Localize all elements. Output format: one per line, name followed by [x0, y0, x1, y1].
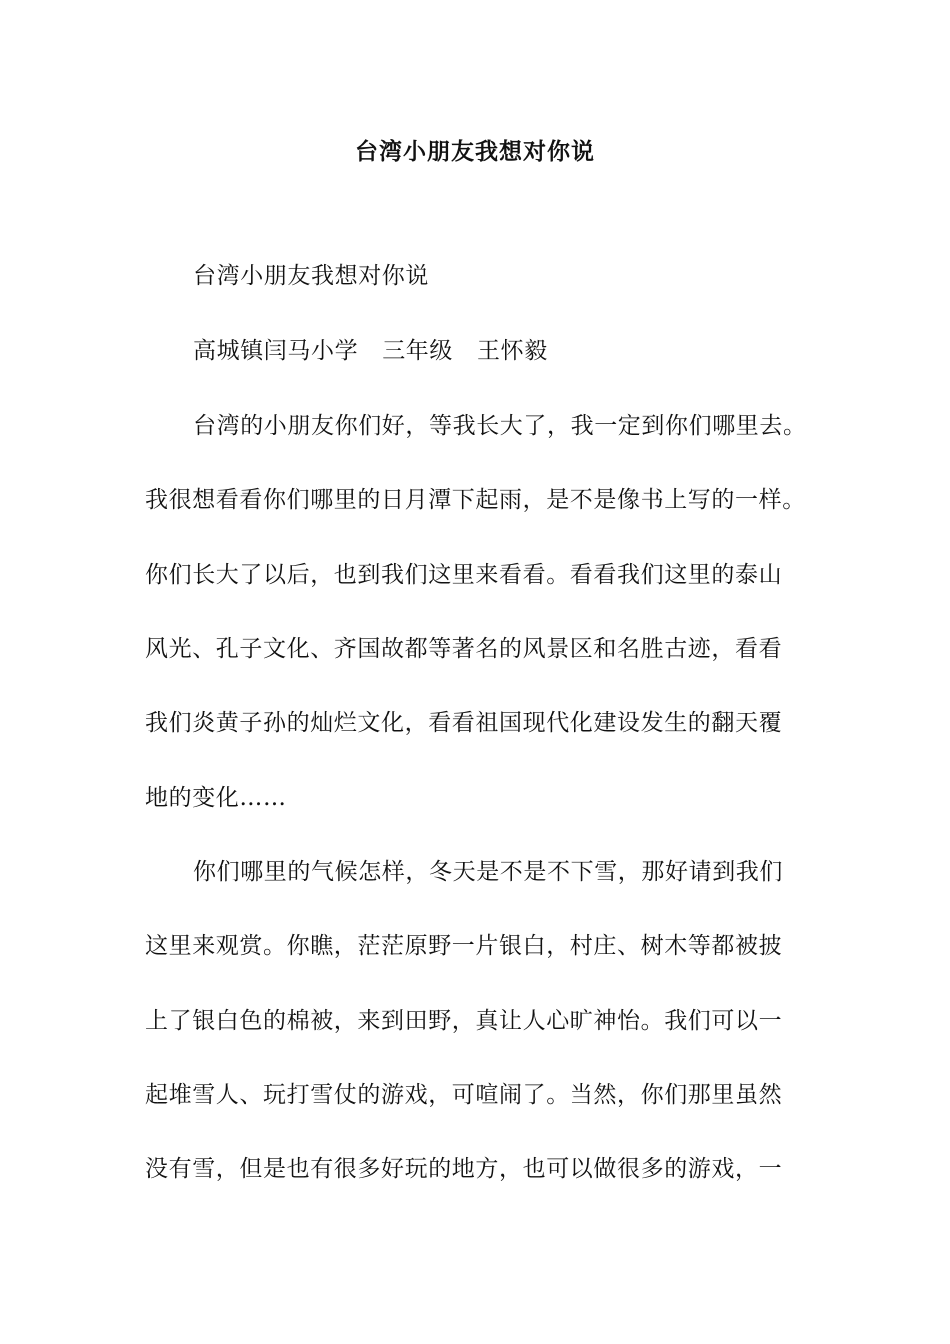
page-title: 台湾小朋友我想对你说 — [355, 138, 595, 165]
body-line: 台湾的小朋友你们好，等我长大了，我一定到你们哪里去。 — [193, 413, 807, 439]
article-subtitle: 台湾小朋友我想对你说 — [193, 263, 429, 289]
body-line: 没有雪，但是也有很多好玩的地方，也可以做很多的游戏，一 — [145, 1156, 783, 1182]
body-line: 你们哪里的气候怎样，冬天是不是不下雪，那好请到我们 — [193, 859, 783, 885]
byline — [193, 335, 873, 367]
body-line: 你们长大了以后，也到我们这里来看看。看看我们这里的泰山 — [145, 562, 783, 588]
body-line: 起堆雪人、玩打雪仗的游戏，可喧闹了。当然，你们那里虽然 — [145, 1082, 783, 1108]
byline-school: 高城镇闫马小学 — [193, 338, 359, 364]
body-line: 我们炎黄子孙的灿烂文化，看看祖国现代化建设发生的翻天覆 — [145, 710, 783, 736]
byline-grade: 三年级 — [382, 338, 454, 364]
byline-author: 王怀毅 — [477, 338, 548, 364]
body-line: 上了银白色的棉被，来到田野，真让人心旷神怡。我们可以一 — [145, 1008, 783, 1034]
body-line: 地的变化…… — [145, 785, 287, 811]
body-line: 风光、孔子文化、齐国故都等著名的风景区和名胜古迹，看看 — [145, 636, 783, 662]
body-line: 这里来观赏。你瞧，茫茫原野一片银白，村庄、树木等都被披 — [145, 933, 783, 959]
body-line: 我很想看看你们哪里的日月潭下起雨，是不是像书上写的一样。 — [145, 487, 806, 513]
